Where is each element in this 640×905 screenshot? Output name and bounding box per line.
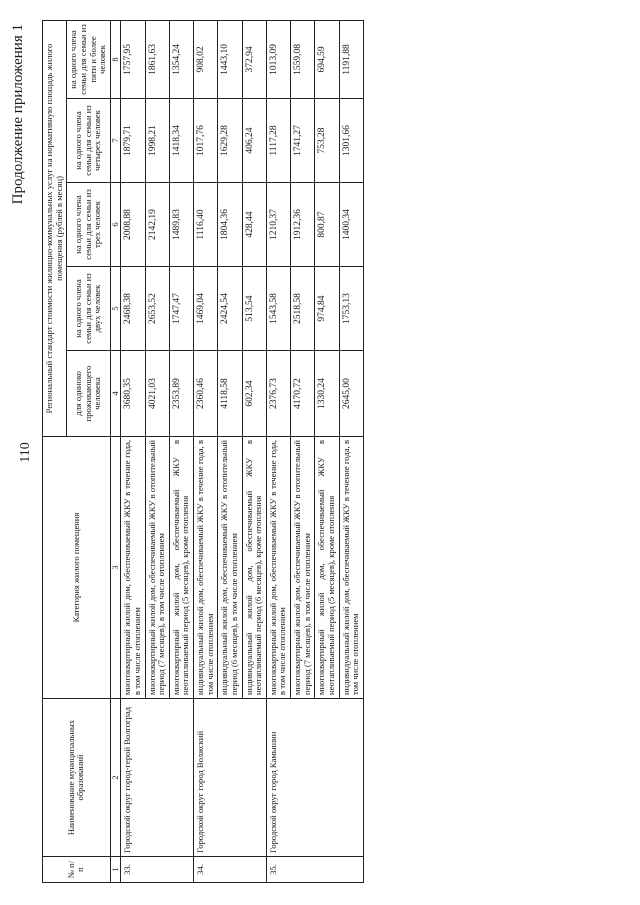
row-number: 33. xyxy=(121,857,194,883)
value-family-3: 2008,88 xyxy=(121,183,145,267)
value-family-3: 1400,34 xyxy=(339,183,363,267)
page-number: 110 xyxy=(18,442,33,463)
row-number: 34. xyxy=(194,857,267,883)
value-family-2: 513,54 xyxy=(242,267,266,351)
value-family-2: 2424,54 xyxy=(218,267,242,351)
value-family-2: 1753,13 xyxy=(339,267,363,351)
value-family-4: 1998,21 xyxy=(145,99,169,183)
column-number: 6 xyxy=(110,183,121,267)
value-family-2: 1747,47 xyxy=(169,267,193,351)
value-family-2: 2518,58 xyxy=(291,267,315,351)
value-family-4: 1017,76 xyxy=(194,99,218,183)
column-number: 1 xyxy=(110,857,121,883)
header-family-3: на одного члена семьи для семьи из трех человек xyxy=(67,183,111,267)
value-family-3: 1804,36 xyxy=(218,183,242,267)
value-family-2: 2468,38 xyxy=(121,267,145,351)
header-name: Наименование муниципальных образований xyxy=(43,699,111,857)
value-family-3: 1489,83 xyxy=(169,183,193,267)
value-single: 4021,03 xyxy=(145,351,169,437)
value-family-5: 1861,63 xyxy=(145,20,169,98)
value-family-5: 372,94 xyxy=(242,20,266,98)
value-family-4: 1117,28 xyxy=(266,99,290,183)
value-family-4: 753,28 xyxy=(315,99,339,183)
header-family-2: на одного члена семьи для семьи из двух человек xyxy=(67,267,111,351)
category-cell: многоквартирный жилой дом, обеспечиваемый ЖКУ в неотапливаемый период (5 месяцев), кроме отопления xyxy=(169,437,193,699)
value-family-2: 974,84 xyxy=(315,267,339,351)
value-single: 1330,24 xyxy=(315,351,339,437)
value-family-5: 1559,08 xyxy=(291,20,315,98)
value-family-5: 1443,10 xyxy=(218,20,242,98)
column-number: 5 xyxy=(110,267,121,351)
value-family-5: 1013,09 xyxy=(266,20,290,98)
value-family-3: 1912,36 xyxy=(291,183,315,267)
row-number: 35. xyxy=(266,857,363,883)
header-standard: Региональный стандарт стоимости жилищно-коммунальных услуг на нормативную площадь жилого помещения (рублей в месяц) xyxy=(43,20,67,436)
value-family-3: 800,87 xyxy=(315,183,339,267)
category-cell: индивидуальный жилой дом, обеспечиваемый ЖКУ в неотапливаемый период (6 месяцев), кроме отопления xyxy=(242,437,266,699)
value-family-4: 1301,66 xyxy=(339,99,363,183)
value-single: 4118,58 xyxy=(218,351,242,437)
value-family-5: 1757,95 xyxy=(121,20,145,98)
value-single: 602,34 xyxy=(242,351,266,437)
municipality-name: Городской округ город Камышин xyxy=(266,699,363,857)
value-family-4: 1418,34 xyxy=(169,99,193,183)
value-single: 2376,73 xyxy=(266,351,290,437)
column-numbers-row xyxy=(110,20,121,882)
value-family-5: 694,59 xyxy=(315,20,339,98)
category-cell: индивидуальный жилой дом, обеспечиваемый ЖКУ в течение года, в том числе отоплением xyxy=(339,437,363,699)
value-family-5: 1191,88 xyxy=(339,20,363,98)
category-cell: многоквартирный жилой дом, обеспечиваемый ЖКУ в течение года, в том числе отоплением xyxy=(121,437,145,699)
table-row xyxy=(266,20,290,882)
value-family-4: 1879,71 xyxy=(121,99,145,183)
value-family-4: 1741,27 xyxy=(291,99,315,183)
header-family-4: на одного члена семьи для семьи из четырех человек xyxy=(67,99,111,183)
category-cell: многоквартирный жилой дом, обеспечиваемый ЖКУ в отопительный период (7 месяцев), в том числе отоплением xyxy=(145,437,169,699)
municipality-name: Городской округ город Волжский xyxy=(194,699,267,857)
category-cell: многоквартирный жилой дом, обеспечиваемый ЖКУ в неотапливаемый период (5 месяцев), кроме отопления xyxy=(315,437,339,699)
column-number: 3 xyxy=(110,437,121,699)
value-family-3: 428,44 xyxy=(242,183,266,267)
header-family-5: на одного члена семьи для семьи из пяти и более человек xyxy=(67,20,111,98)
value-family-2: 1469,04 xyxy=(194,267,218,351)
value-family-4: 1629,28 xyxy=(218,99,242,183)
value-single: 4170,72 xyxy=(291,351,315,437)
tariff-table xyxy=(42,20,364,883)
value-family-2: 2653,52 xyxy=(145,267,169,351)
header-num: № п/п xyxy=(43,857,111,883)
value-single: 2353,89 xyxy=(169,351,193,437)
value-family-3: 1116,40 xyxy=(194,183,218,267)
value-family-5: 908,02 xyxy=(194,20,218,98)
column-number: 8 xyxy=(110,20,121,98)
category-cell: многоквартирный жилой дом, обеспечиваемый ЖКУ в течение года, в том числе отоплением xyxy=(266,437,290,699)
table-row xyxy=(121,20,145,882)
value-family-3: 2142,19 xyxy=(145,183,169,267)
value-family-3: 1210,37 xyxy=(266,183,290,267)
value-family-4: 406,24 xyxy=(242,99,266,183)
value-family-5: 1354,24 xyxy=(169,20,193,98)
column-number: 7 xyxy=(110,99,121,183)
table-row xyxy=(194,20,218,882)
header-single: для одиноко проживающего человека xyxy=(67,351,111,437)
header-category: Категория жилого помещения xyxy=(43,437,111,699)
value-single: 2360,46 xyxy=(194,351,218,437)
column-number: 2 xyxy=(110,699,121,857)
column-number: 4 xyxy=(110,351,121,437)
value-single: 3680,35 xyxy=(121,351,145,437)
continuation-title: Продолжение приложения 1 xyxy=(10,24,26,205)
municipality-name: Городской округ город-герой Волгоград xyxy=(121,699,194,857)
value-single: 2645,00 xyxy=(339,351,363,437)
category-cell: индивидуальный жилой дом, обеспечиваемый ЖКУ в течение года, в том числе отоплением xyxy=(194,437,218,699)
value-family-2: 1543,58 xyxy=(266,267,290,351)
category-cell: многоквартирный жилой дом, обеспечиваемый ЖКУ в отопительный период (7 месяцев), в том числе отоплением xyxy=(291,437,315,699)
category-cell: индивидуальный жилой дом, обеспечиваемый ЖКУ в отопительный период (6 месяцев), в том числе отоплением xyxy=(218,437,242,699)
